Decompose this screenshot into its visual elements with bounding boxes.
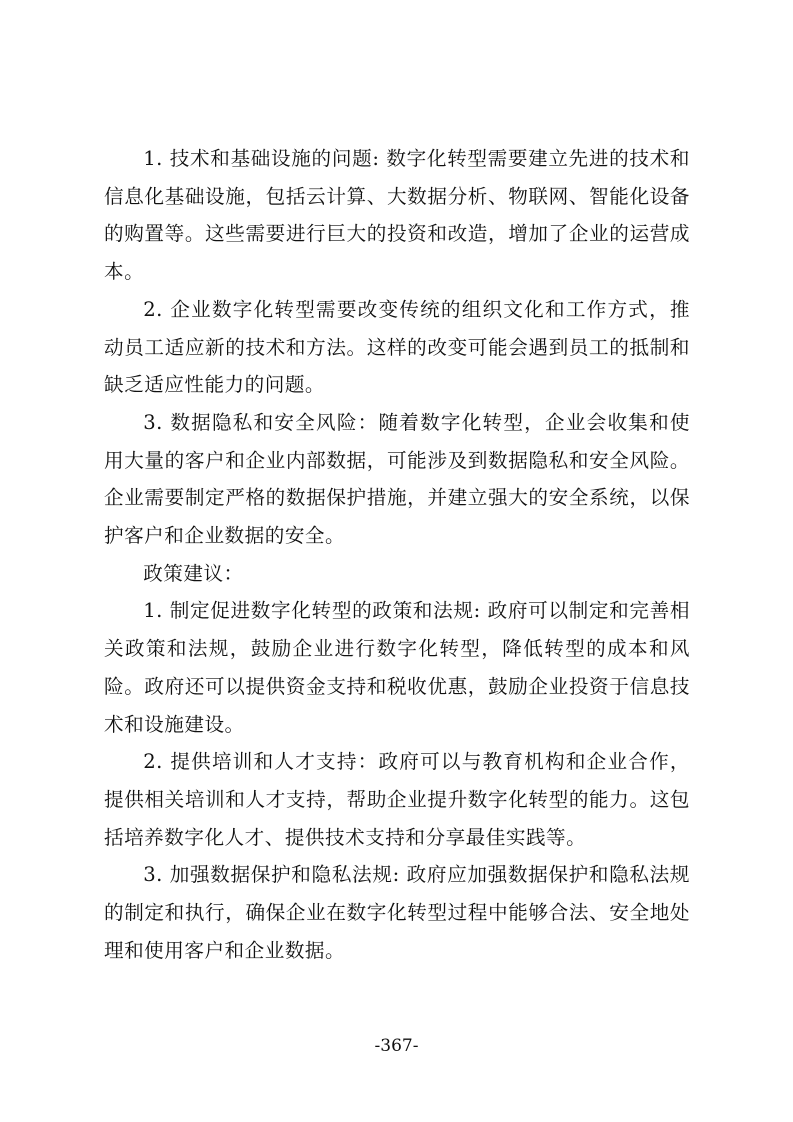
paragraph-policy-2: 2. 提供培训和人才支持：政府可以与教育机构和企业合作，提供相关培训和人才支持，帮助企业提升数字化转型的能力。这包括培养数字化人才、提供技术支持和分享最佳实践等。: [104, 750, 690, 849]
section-heading-policy: 政策建议：: [143, 561, 244, 585]
paragraph-challenge-3: 3. 数据隐私和安全风险：随着数字化转型，企业会收集和使用大量的客户和企业内部数据，可能涉及到数据隐私和安全风险。企业需要制定严格的数据保护措施，并建立强大的安全系统，以保护客户和企业数据的安全。: [104, 410, 690, 548]
page-number: -367-: [374, 1036, 419, 1056]
paragraph-challenge-1: 1. 技术和基础设施的问题: 数字化转型需要建立先进的技术和信息化基础设施，包括云计算、大数据分析、物联网、智能化设备的购置等。这些需要进行巨大的投资和改造，增加了企业的运营成本。: [104, 147, 690, 284]
document-body: [104, 140, 690, 969]
paragraph-policy-3: 3. 加强数据保护和隐私法规: 政府应加强数据保护和隐私法规的制定和执行，确保企业在数字化转型过程中能够合法、安全地处理和使用客户和企业数据。: [104, 863, 690, 962]
paragraph-challenge-2: 2. 企业数字化转型需要改变传统的组织文化和工作方式，推动员工适应新的技术和方法。这样的改变可能会遇到员工的抵制和缺乏适应性能力的问题。: [104, 297, 690, 397]
paragraph-policy-1: 1. 制定促进数字化转型的政策和法规: 政府可以制定和完善相关政策和法规，鼓励企业进行数字化转型，降低转型的成本和风险。政府还可以提供资金支持和税收优惠，鼓励企业投资于信息技术和设施建设。: [104, 599, 690, 736]
